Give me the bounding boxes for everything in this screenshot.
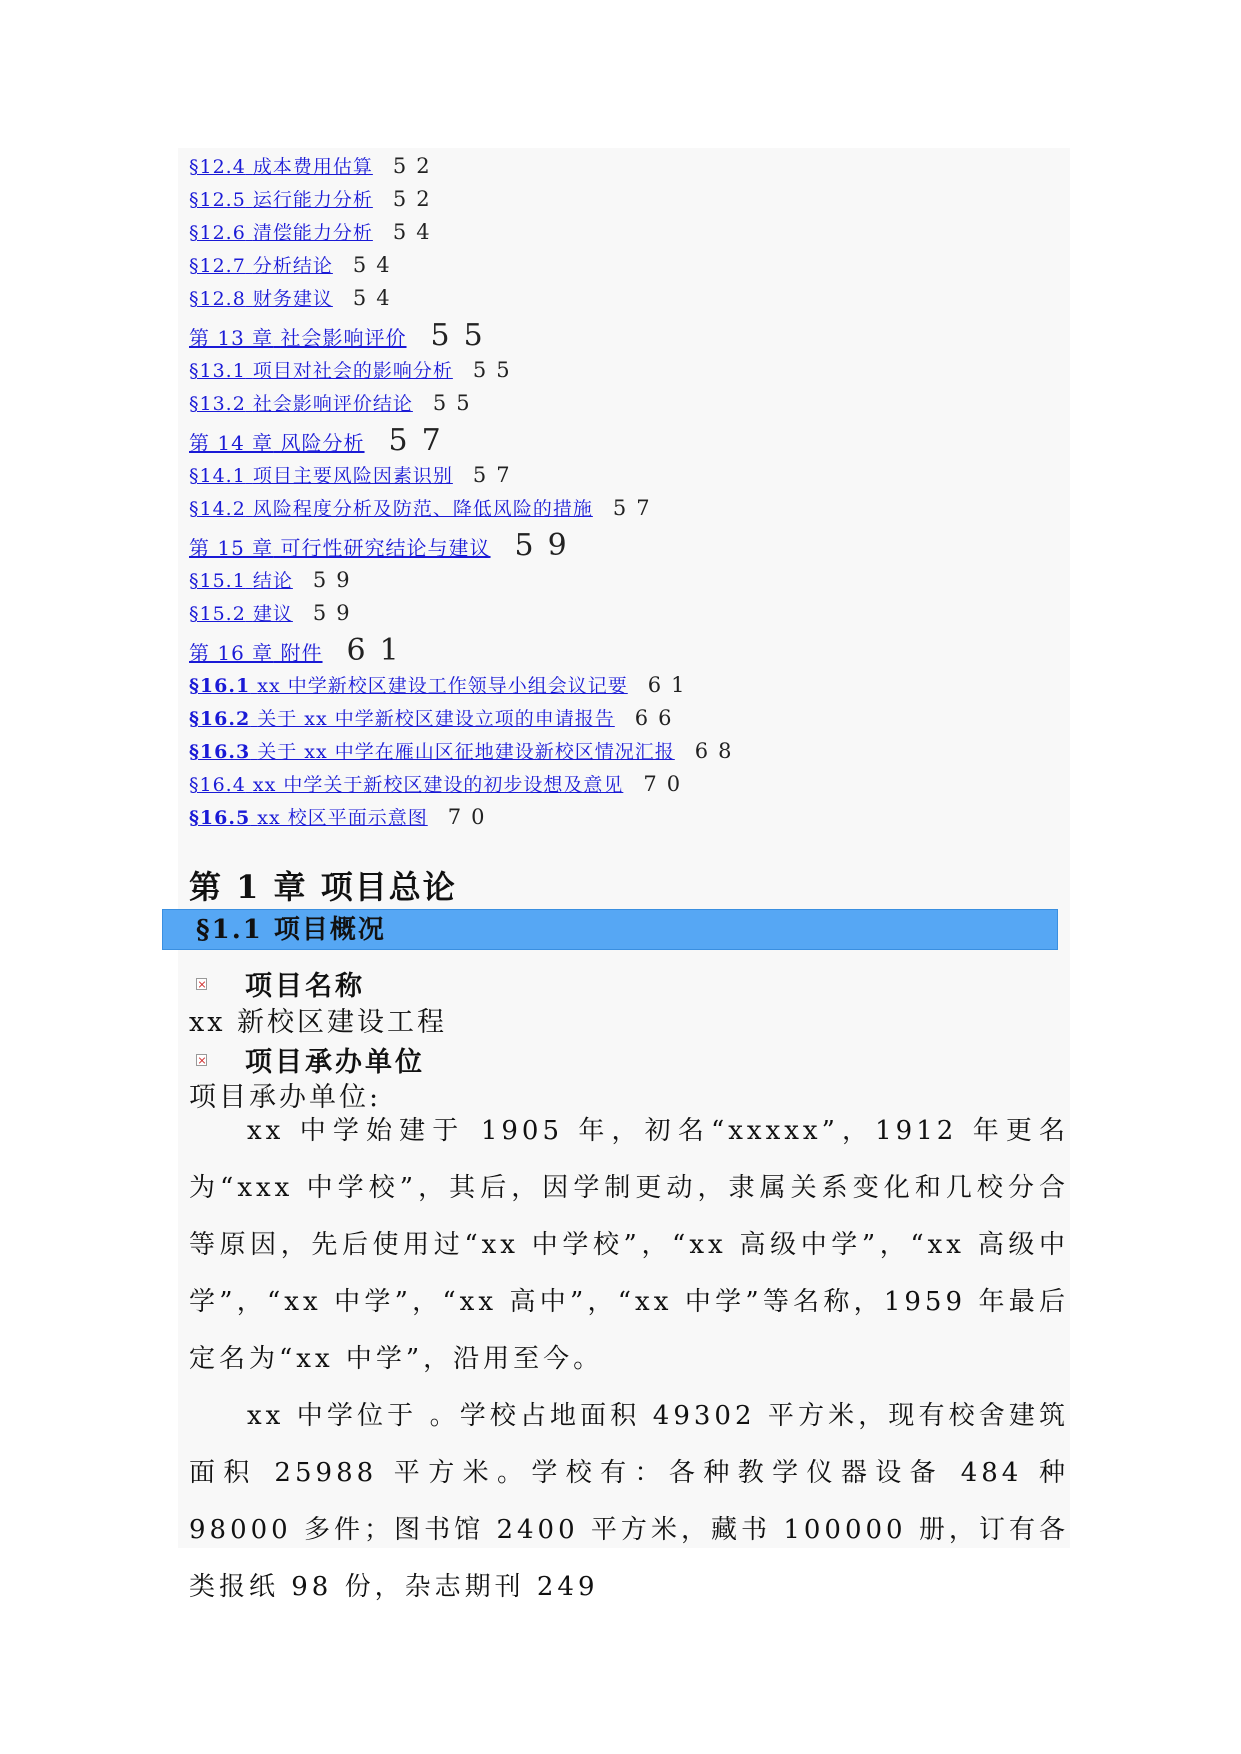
toc-page-number: 59	[312, 568, 360, 592]
chapter-heading: 第 1 章 项目总论	[189, 868, 457, 906]
toc-link[interactable]	[189, 598, 293, 631]
toc-link[interactable]	[189, 151, 373, 184]
toc-page-number: 66	[634, 706, 682, 730]
paragraph: xx 中学位于 。学校占地面积 49302 平方米，现有校舍建筑面积 25988 平方米。学校有：各种教学仪器设备 484 种 98000 多件；图书馆 2400 平方米，藏书 100000 册，订有各类报纸 98 份，杂志期刊 249	[189, 1401, 1069, 1602]
toc-section-entry	[189, 459, 1069, 492]
toc-section-entry	[189, 216, 1069, 249]
toc-number: §16.2	[189, 708, 251, 730]
toc-title: 运行能力分析	[252, 189, 373, 211]
toc-title: 附件	[280, 641, 323, 665]
toc-chapter-entry	[189, 318, 1069, 354]
item-heading-text: 项目名称	[245, 971, 365, 1002]
toc-link[interactable]	[189, 802, 428, 835]
toc-number: §16.5	[189, 807, 251, 829]
toc-page-number: 59	[514, 528, 581, 563]
project-name-value: xx 新校区建设工程	[189, 1007, 448, 1038]
toc-link[interactable]	[189, 769, 623, 802]
toc-title: xx 中学新校区建设工作领导小组会议记要	[257, 675, 628, 697]
item-heading-organizer	[196, 1040, 425, 1079]
section-heading: §1.1 项目概况	[196, 915, 386, 945]
toc-link[interactable]	[189, 320, 407, 356]
toc-section-entry	[189, 597, 1069, 630]
toc-title: 分析结论	[252, 255, 333, 277]
toc-section-entry	[189, 801, 1069, 834]
toc-page-number: 70	[447, 805, 495, 829]
toc-section-entry	[189, 735, 1069, 768]
toc-page-number: 54	[352, 253, 400, 277]
toc-chapter-entry	[189, 528, 1069, 564]
toc-number: §15.2	[189, 603, 246, 625]
toc-number: §14.1	[189, 465, 246, 487]
toc-page-number: 61	[346, 633, 413, 668]
toc-title: 财务建议	[252, 288, 333, 310]
toc-title: 关于 xx 中学在雁山区征地建设新校区情况汇报	[257, 741, 675, 763]
toc-title: 风险程度分析及防范、降低风险的措施	[252, 498, 593, 520]
toc-section-entry	[189, 702, 1069, 735]
body-text	[189, 1103, 1069, 1616]
toc-section-entry	[189, 183, 1069, 216]
paragraph: xx 中学始建于 1905 年，初名“xxxxx”，1912 年更名为“xxx 中学校”，其后，因学制更动，隶属关系变化和几校分合等原因，先后使用过“xx 中学校”，“xx 高级中学”，“xx 高级中学”，“xx 中学”，“xx 高中”，“xx 中学”等名称，1959 年最后定名为“xx 中学”，沿用至今。	[189, 1116, 1069, 1374]
toc-link[interactable]	[189, 425, 365, 461]
toc-title: 结论	[252, 570, 293, 592]
toc-link[interactable]	[189, 703, 615, 736]
toc-title: 项目对社会的影响分析	[252, 360, 453, 382]
toc-number: 第 16 章	[189, 641, 274, 665]
toc-number: §15.1	[189, 570, 246, 592]
toc-link[interactable]	[189, 565, 293, 598]
toc-page-number: 54	[392, 220, 440, 244]
toc-page-number: 54	[352, 286, 400, 310]
toc-link[interactable]	[189, 283, 333, 316]
toc-number: 第 13 章	[189, 326, 274, 350]
toc-number: §16.4	[189, 774, 246, 796]
toc-section-entry	[189, 150, 1069, 183]
toc-title: 建议	[252, 603, 293, 625]
toc-title: 关于 xx 中学新校区建设立项的申请报告	[257, 708, 615, 730]
toc-title: 社会影响评价	[280, 326, 407, 350]
toc-page-number: 52	[392, 154, 440, 178]
toc-link[interactable]	[189, 736, 675, 769]
toc-section-entry	[189, 249, 1069, 282]
toc-number: §13.2	[189, 393, 246, 415]
toc-title: 可行性研究结论与建议	[280, 536, 491, 560]
toc-page-number: 55	[432, 391, 480, 415]
toc-page-number: 57	[472, 463, 520, 487]
toc-link[interactable]	[189, 217, 373, 250]
toc-number: §12.4	[189, 156, 246, 178]
table-of-contents	[189, 150, 1069, 834]
toc-number: §12.5	[189, 189, 246, 211]
toc-title: 成本费用估算	[252, 156, 373, 178]
toc-title: 项目主要风险因素识别	[252, 465, 453, 487]
toc-link[interactable]	[189, 635, 323, 671]
toc-title: 社会影响评价结论	[252, 393, 413, 415]
toc-page-number: 52	[392, 187, 440, 211]
toc-number: §12.6	[189, 222, 246, 244]
toc-link[interactable]	[189, 530, 491, 566]
toc-title: 清偿能力分析	[252, 222, 373, 244]
toc-title: 风险分析	[280, 431, 365, 455]
toc-number: §16.3	[189, 741, 251, 763]
toc-link[interactable]	[189, 184, 373, 217]
toc-link[interactable]	[189, 460, 453, 493]
toc-number: 第 15 章	[189, 536, 274, 560]
toc-section-entry	[189, 387, 1069, 420]
item-heading-project-name	[196, 964, 365, 1003]
toc-link[interactable]	[189, 250, 333, 283]
toc-page-number: 70	[643, 772, 691, 796]
toc-section-entry	[189, 564, 1069, 597]
toc-page-number: 55	[472, 358, 520, 382]
toc-number: §14.2	[189, 498, 246, 520]
toc-number: §16.1	[189, 675, 251, 697]
toc-number: §12.8	[189, 288, 246, 310]
toc-section-entry	[189, 282, 1069, 315]
broken-image-icon	[196, 978, 207, 990]
toc-number: §12.7	[189, 255, 246, 277]
toc-title: xx 中学关于新校区建设的初步设想及意见	[252, 774, 624, 796]
toc-link[interactable]	[189, 493, 593, 526]
organizer-label: 项目承办单位:	[189, 1082, 382, 1113]
toc-section-entry	[189, 354, 1069, 387]
toc-page-number: 57	[388, 423, 455, 458]
toc-section-entry	[189, 492, 1069, 525]
toc-page-number: 55	[430, 318, 497, 353]
toc-section-entry	[189, 669, 1069, 702]
toc-section-entry	[189, 768, 1069, 801]
toc-number: 第 14 章	[189, 431, 274, 455]
toc-number: §13.1	[189, 360, 246, 382]
toc-title: xx 校区平面示意图	[257, 807, 428, 829]
toc-chapter-entry	[189, 633, 1069, 669]
toc-page-number: 68	[694, 739, 742, 763]
toc-page-number: 61	[647, 673, 695, 697]
toc-link[interactable]	[189, 670, 628, 703]
toc-chapter-entry	[189, 423, 1069, 459]
toc-link[interactable]	[189, 355, 453, 388]
broken-image-icon	[196, 1054, 207, 1066]
toc-link[interactable]	[189, 388, 413, 421]
item-heading-text: 项目承办单位	[245, 1047, 425, 1078]
toc-page-number: 57	[612, 496, 660, 520]
toc-page-number: 59	[312, 601, 360, 625]
